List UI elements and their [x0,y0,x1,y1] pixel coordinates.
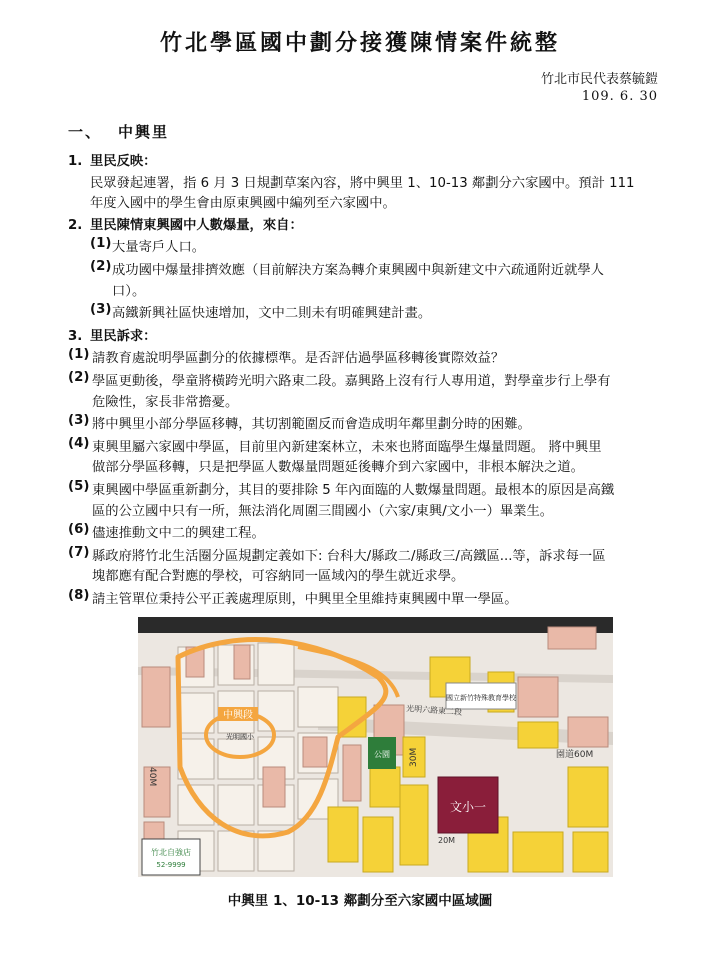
map-label-30m: 30M [409,747,419,767]
list-item-text: 學區更動後，學童將橫跨光明六路東二段。嘉興路上沒有行人專用道，對學童步行上學有 [92,374,611,389]
map-caption: 中興里 1、10-13 鄰劃分至六家國中區域圖 [227,893,493,909]
map-label-shop: 竹北自強店 [151,848,191,857]
section-number: 一、 [68,123,103,141]
map-label-zhongxing: 中興段 [223,710,253,721]
list-item-text: 塊都應有配合對應的學校，可容納同一區域內的學生就近求學。 [92,569,465,585]
list-item-number: (2) [90,259,112,274]
district-map [138,617,613,877]
author-line: 竹北市民代表蔡毓鎧 [540,72,658,87]
list-heading [68,150,156,169]
map-shop-sign [142,839,200,875]
list-item-text: 做部分學區移轉，只是把學區人數爆量問題延後轉介到六家國中，非根本解決之道。 [92,460,584,476]
map-label-20m: 20M [438,836,456,845]
list-item-text: 成功國中爆量排擠效應（目前解決方案為轉介東興國中與新建文中六疏通附近就學人 [112,263,604,278]
list-item-text: 東興里屬六家國中學區，目前里內新建案林立，未來也將面臨學生爆量問題。 將中興里 [92,439,602,455]
document-title: 竹北學區國中劃分接獲陳情案件統整 [159,30,560,56]
map-label-shop-phone: 52-9999 [156,861,186,869]
list-heading [68,325,156,344]
list-item-text: 儘速推動文中二的興建工程。 [92,526,265,542]
list-item-number: (3) [90,302,112,318]
list-item-text: 區的公立國中只有一所，無法消化周圍三間國小（六家/東興/文小一）畢業生。 [92,503,554,519]
list-item-number: (5) [68,479,90,494]
list-item-number: (2) [68,370,90,385]
list-heading-number: 3. [68,328,83,344]
list-item-number: (1) [90,236,112,252]
district-map-image [138,617,613,877]
list-item-number: (7) [68,544,90,560]
map-label-circle: 光明國小 [226,733,254,741]
map-label-school: 國立新竹特殊教育學校 [446,694,516,702]
list-item-number: (8) [68,588,90,603]
list-item-text: 請主管單位秉持公平正義處理原則，中興里全里維持東興國中單一學區。 [92,592,518,607]
list-heading-number: 2. [68,217,83,233]
map-label-40m: 40M [147,767,157,787]
map-label-60m: 園道60M [556,750,594,760]
list-item-text: 將中興里小部分學區移轉，其切割範圍反而會造成明年鄰里劃分時的困難。 [92,417,531,433]
map-label-park: 公園 [374,750,390,759]
list-item-text: 請教育處說明學區劃分的依據標準。是否評估過學區移轉後實際效益？ [92,351,505,367]
list-item-text: 大量寄戶人口。 [112,240,206,256]
date-line: 109. 6. 30 [581,89,658,104]
list-item-number: (1) [68,347,90,363]
list-item-text: 縣政府將竹北生活圈分區規劃定義如下: 台科大/縣政二/縣政三/高鐵區...等，訴求每一區 [92,548,606,564]
list-item-number: (3) [68,413,90,429]
list-heading [68,214,303,233]
section-heading [68,121,169,142]
list-item-number: (4) [68,435,90,451]
list-item-text: 高鐵新興社區快速增加，文中二則未有明確興建計畫。 [112,306,432,322]
map-label-road: 光明六路東二段 [405,704,463,717]
paragraph-line: 年度入國中的學生會由原東興國中編列至六家國中。 [90,196,396,212]
list-item-text: 東興國中學區重新劃分，其目的要排除 5 年內面臨的人數爆量問題。最根本的原因是高鐵 [92,483,615,498]
list-heading-title: 里民訴求： [90,328,157,344]
list-heading-title: 里民陳情東興國中人數爆量，來自： [90,217,303,233]
list-heading-number: 1. [68,154,83,169]
map-label-wenxiao: 文小一 [449,800,487,814]
section-title: 中興里 [118,123,170,141]
map-dark-strip [138,617,613,633]
paragraph-line: 民眾發起連署，指 6 月 3 日規劃草案內容，將中興里 1、10-13 鄰劃分六家國中。預計 111 [90,175,635,191]
list-item-number: (6) [68,522,90,538]
list-item-text: 危險性，家長非常擔憂。 [92,394,239,410]
list-item-text: 口）。 [112,283,146,299]
list-heading-title: 里民反映： [90,154,157,169]
